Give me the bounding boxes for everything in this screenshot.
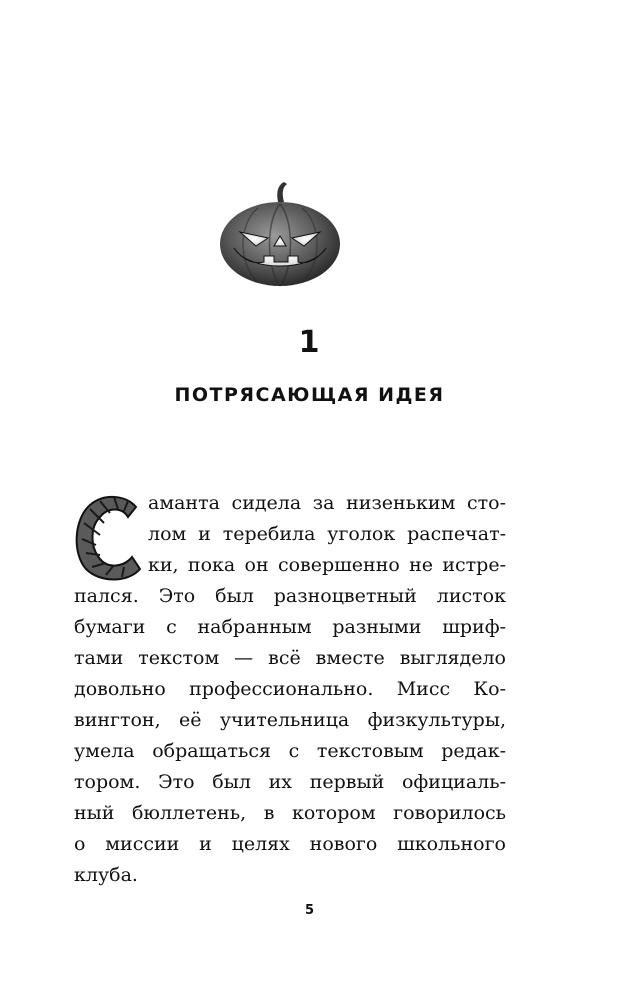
text-line: пался. Это был разноцветный листок [74,585,506,607]
jack-o-lantern-icon [218,180,342,288]
text-line: ный бюллетень, в котором говорилось [74,802,506,824]
text-line: аманта сидела за низеньким сто- [148,492,506,514]
text-line: бумаги с набранным разными шриф- [74,616,506,638]
text-line: клуба. [74,864,138,886]
chapter-title: ПОТРЯСАЮЩАЯ ИДЕЯ [174,384,445,406]
text-line: лом и теребила уголок распечат- [148,523,506,545]
text-line: тором. Это был их первый официаль- [74,771,506,793]
page-number: 5 [304,903,315,918]
text-line: ки, пока он совершенно не истре- [148,554,506,576]
text-line: умела обращаться с текстовым редак- [74,740,506,762]
body-text [74,488,506,891]
text-line: о миссии и целях нового школьного [74,833,506,855]
text-line: довольно профессионально. Мисс Ко- [74,678,506,700]
text-line: тами текстом — всё вместе выглядело [74,647,506,669]
chapter-number: 1 [298,325,321,360]
text-line: вингтон, её учительница физкультуры, [74,709,506,731]
